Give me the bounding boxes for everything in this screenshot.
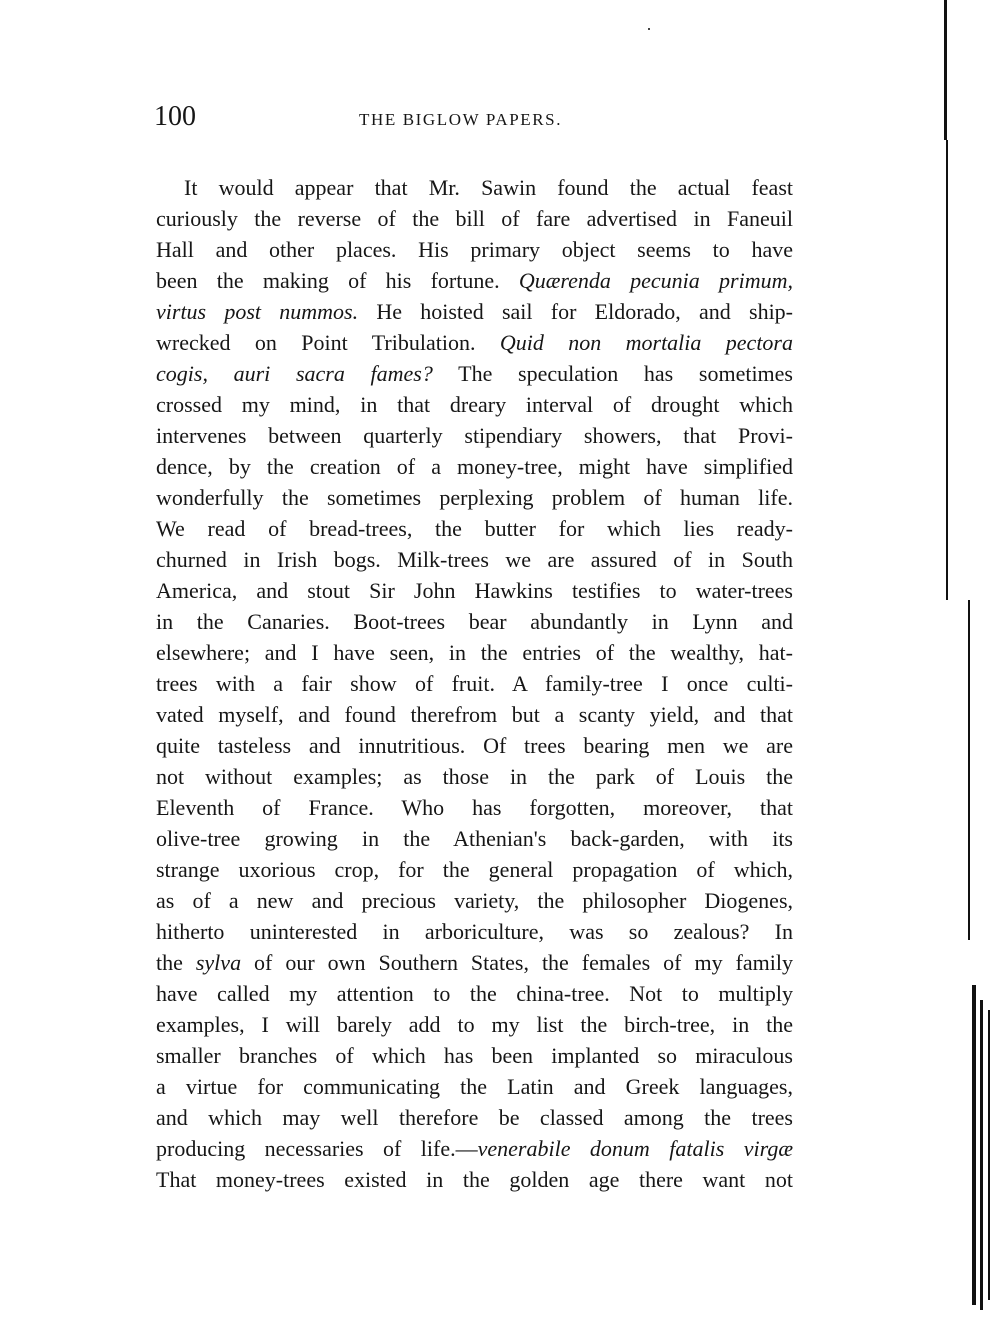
page-edge-shadow	[944, 0, 947, 140]
text-line	[156, 389, 793, 420]
running-title: THE BIGLOW PAPERS.	[359, 110, 563, 129]
text-line	[156, 358, 793, 389]
text-run: the	[156, 950, 196, 975]
text-line	[156, 1040, 793, 1071]
text-line	[156, 1071, 793, 1102]
text-run: intervenes between quarterly stipendiary showers, that Provi-	[156, 423, 793, 448]
page-edge-shadow	[968, 600, 970, 940]
text-line	[156, 234, 793, 265]
text-line	[156, 575, 793, 606]
text-run: He hoisted sail for Eldorado, and ship-	[358, 299, 794, 324]
running-head	[154, 100, 800, 140]
text-line	[156, 854, 793, 885]
text-run: strange uxorious crop, for the general propagation of which,	[156, 857, 793, 882]
text-line	[156, 1009, 793, 1040]
text-line	[156, 172, 793, 203]
text-run: It would appear that Mr. Sawin found the actual feast	[184, 175, 793, 200]
text-run: of our own Southern States, the females of my family	[241, 950, 793, 975]
text-line	[156, 885, 793, 916]
latin-quote: venerabile donum fatalis virgæ	[477, 1136, 793, 1161]
latin-quote: virtus post nummos.	[156, 299, 359, 324]
text-run: producing necessaries of life.—	[156, 1136, 478, 1161]
text-run: America, and stout Sir John Hawkins testifies to water-trees	[156, 578, 793, 603]
text-run: crossed my mind, in that dreary interval of drought which	[156, 392, 793, 417]
text-run: examples, I will barely add to my list the birch-tree, in the	[156, 1012, 793, 1037]
page-number: 100	[154, 101, 196, 132]
text-run: been the making of his fortune.	[156, 268, 519, 293]
text-line	[156, 947, 793, 978]
text-run: olive-tree growing in the Athenian's back-garden, with its	[156, 826, 793, 851]
text-line	[156, 1133, 793, 1164]
text-run: in the Canaries. Boot-trees bear abundantly in Lynn and	[156, 609, 793, 634]
text-line	[156, 1164, 793, 1195]
text-line	[156, 1102, 793, 1133]
text-run: quite tasteless and innutritious. Of trees bearing men we are	[156, 733, 793, 758]
text-line	[156, 761, 793, 792]
body-paragraph	[156, 172, 793, 1195]
text-line	[156, 513, 793, 544]
text-run: and which may well therefore be classed among the trees	[156, 1105, 793, 1130]
text-line	[156, 730, 793, 761]
latin-quote: cogis, auri sacra fames?	[156, 361, 433, 386]
text-run: Eleventh of France. Who has forgotten, moreover, that	[156, 795, 793, 820]
text-line	[156, 668, 793, 699]
text-line	[156, 203, 793, 234]
text-line	[156, 699, 793, 730]
text-line	[156, 978, 793, 1009]
text-line	[156, 265, 793, 296]
text-run: Hall and other places. His primary object seems to have	[156, 237, 793, 262]
text-run: elsewhere; and I have seen, in the entries of the wealthy, hat-	[156, 640, 793, 665]
text-run: smaller branches of which has been implanted so miraculous	[156, 1043, 793, 1068]
text-run: hitherto uninterested in arboriculture, was so zealous? In	[156, 919, 793, 944]
latin-quote: Quid non mortalia pectora	[499, 330, 793, 355]
text-line	[156, 420, 793, 451]
latin-quote: Quærenda pecunia primum,	[518, 268, 793, 293]
text-run: That money-trees existed in the golden age there want not	[156, 1167, 793, 1192]
text-run: trees with a fair show of fruit. A family-tree I once culti-	[156, 671, 793, 696]
text-line	[156, 544, 793, 575]
text-line	[156, 637, 793, 668]
text-run: vated myself, and found therefrom but a scanty yield, and that	[156, 702, 793, 727]
text-line	[156, 482, 793, 513]
text-run: The speculation has sometimes	[432, 361, 793, 386]
text-run: as of a new and precious variety, the philosopher Diogenes,	[156, 888, 793, 913]
page-edge-shadow	[988, 1010, 990, 1300]
text-line	[156, 606, 793, 637]
text-run: have called my attention to the china-tree. Not to multiply	[156, 981, 793, 1006]
page-edge-shadow	[972, 985, 976, 1305]
text-line	[156, 823, 793, 854]
text-line	[156, 296, 793, 327]
text-run: wonderfully the sometimes perplexing problem of human life.	[156, 485, 793, 510]
text-run: churned in Irish bogs. Milk-trees we are assured of in South	[156, 547, 793, 572]
text-run: wrecked on Point Tribulation.	[156, 330, 500, 355]
text-run: a virtue for communicating the Latin and Greek languages,	[156, 1074, 793, 1099]
text-run: curiously the reverse of the bill of fare advertised in Faneuil	[156, 206, 793, 231]
text-line	[156, 327, 793, 358]
text-line	[156, 451, 793, 482]
text-line	[156, 916, 793, 947]
latin-quote: sylva	[195, 950, 242, 975]
text-run: not without examples; as those in the park of Louis the	[156, 764, 793, 789]
text-run: We read of bread-trees, the butter for which lies ready-	[156, 516, 793, 541]
text-run: dence, by the creation of a money-tree, might have simplified	[156, 454, 793, 479]
page-edge-shadow	[980, 1000, 983, 1310]
page-edge-shadow	[946, 140, 948, 600]
text-line	[156, 792, 793, 823]
ink-speck	[648, 28, 650, 30]
